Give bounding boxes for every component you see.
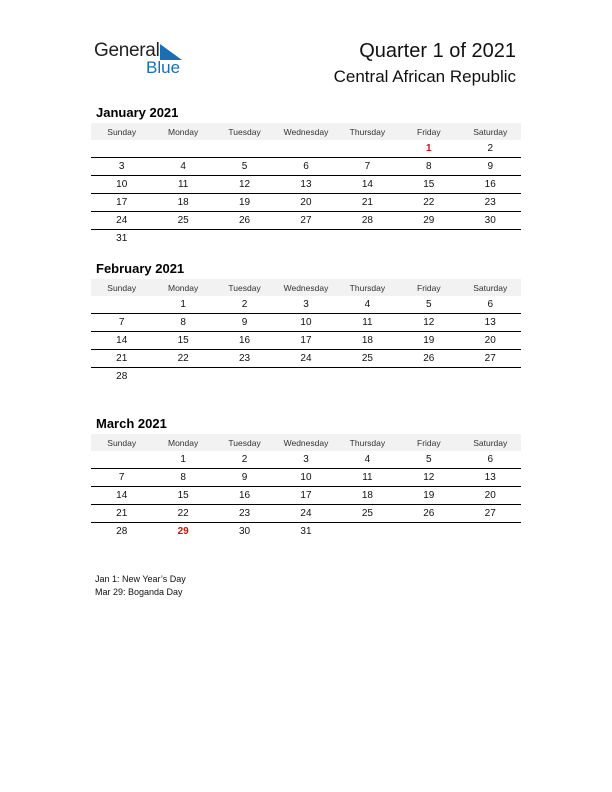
day-cell: 4 [364,299,371,310]
weekday-label: Friday [417,437,441,448]
holiday-notes [95,573,186,599]
week-row [91,350,521,368]
day-cell: 25 [177,215,189,226]
day-cell: 26 [423,508,435,519]
day-cell: 6 [487,454,494,465]
week-row [91,469,521,487]
day-cell: 10 [300,472,312,483]
day-cell: 6 [487,299,494,310]
day-cell: 2 [241,299,248,310]
day-cell: 6 [303,161,309,172]
day-cell: 11 [177,179,189,190]
day-cell: 22 [423,197,435,208]
week-row [91,176,521,194]
week-row [91,314,521,332]
day-cell: 26 [423,353,435,364]
day-cell: 8 [180,317,186,328]
day-cell: 17 [300,490,312,501]
day-cell: 9 [241,317,248,328]
day-cell: 23 [484,197,496,208]
logo-text-general: General [94,40,160,61]
day-cell: 9 [241,472,248,483]
day-cell: 1 [180,454,186,465]
weekday-label: Tuesday [228,437,261,448]
day-cell: 26 [238,215,251,226]
holiday-note: Jan 1: New Year’s Day [95,574,186,584]
day-cell: 16 [484,179,496,190]
day-cell: 8 [426,161,432,172]
day-cell: 25 [361,353,373,364]
weekday-label: Sunday [107,437,137,448]
day-cell: 12 [423,317,435,328]
day-cell: 31 [116,233,128,244]
holiday-note: Mar 29: Boganda Day [95,587,183,597]
day-cell: 21 [116,508,128,519]
day-cell: 28 [116,371,128,382]
weekday-label: Monday [168,126,199,137]
day-cell: 7 [118,317,125,328]
day-cell: 3 [303,454,309,465]
day-cell: 21 [116,353,128,364]
day-cell: 2 [241,454,248,465]
country-name: Central African Republic [333,67,516,86]
day-cell: 8 [180,472,186,483]
day-cell: 3 [118,161,125,172]
day-cell: 14 [116,490,128,501]
day-cell: 4 [364,454,371,465]
day-cell: 18 [361,490,373,501]
weekday-label: Sunday [107,282,137,293]
weekday-label: Saturday [473,126,508,137]
day-cell: 23 [238,508,251,519]
day-cell: 12 [238,179,251,190]
weekday-label: Thursday [349,282,386,293]
week-row [91,140,521,158]
page-title: Quarter 1 of 2021 [359,40,516,62]
week-row [91,368,521,385]
day-cell: 19 [238,197,251,208]
day-cell: 9 [487,161,494,172]
day-cell: 20 [484,490,496,501]
day-cell: 22 [177,508,189,519]
weekday-header-row [91,434,521,451]
day-cell: 27 [484,353,496,364]
day-cell: 20 [484,335,496,346]
day-cell: 24 [300,353,312,364]
weekday-label: Thursday [349,126,386,137]
month-title: February 2021 [96,261,185,276]
month-calendar-february [91,261,521,385]
day-cell: 28 [116,526,128,537]
day-cell: 31 [300,526,312,537]
day-cell: 14 [116,335,128,346]
day-cell: 23 [238,353,251,364]
day-cell: 10 [300,317,312,328]
day-cell: 17 [116,197,128,208]
weekday-label: Thursday [349,437,386,448]
week-row [91,451,521,469]
month-title: January 2021 [96,105,179,120]
day-cell: 13 [484,317,496,328]
day-cell: 7 [364,161,371,172]
day-cell: 30 [238,526,251,537]
holiday-day-cell: 29 [177,526,189,537]
weekday-label: Saturday [473,282,508,293]
day-cell: 24 [300,508,312,519]
week-row [91,230,521,247]
day-cell: 30 [484,215,496,226]
day-cell: 3 [303,299,309,310]
day-cell: 11 [362,317,373,328]
weekday-label: Tuesday [228,282,261,293]
weekday-label: Sunday [107,126,137,137]
week-row [91,296,521,314]
day-cell: 15 [423,179,435,190]
day-cell: 15 [177,335,189,346]
day-cell: 14 [361,179,373,190]
day-cell: 11 [362,472,373,483]
day-cell: 27 [300,215,312,226]
weekday-label: Tuesday [228,126,261,137]
day-cell: 25 [361,508,373,519]
day-cell: 24 [116,215,128,226]
brand-logo [94,40,194,80]
month-calendar-january [91,105,521,247]
weekday-header-row [91,123,521,140]
weekday-label: Wednesday [283,437,329,448]
holiday-day-cell: 1 [426,143,432,154]
month-calendar-march [91,416,521,540]
day-cell: 10 [116,179,128,190]
day-cell: 1 [180,299,186,310]
day-cell: 16 [238,335,251,346]
day-cell: 28 [361,215,373,226]
weekday-header-row [91,279,521,296]
day-cell: 27 [484,508,496,519]
day-cell: 12 [423,472,435,483]
day-cell: 20 [300,197,312,208]
day-cell: 16 [238,490,251,501]
week-row [91,332,521,350]
day-cell: 13 [484,472,496,483]
day-cell: 21 [361,197,373,208]
weekday-label: Saturday [473,437,508,448]
day-cell: 29 [423,215,435,226]
week-row [91,212,521,230]
day-cell: 7 [118,472,125,483]
day-cell: 2 [487,143,494,154]
logo-text-blue: Blue [146,58,181,77]
day-cell: 15 [177,490,189,501]
day-cell: 18 [177,197,189,208]
week-row [91,487,521,505]
weekday-label: Friday [417,282,441,293]
day-cell: 19 [423,335,435,346]
weekday-label: Wednesday [283,126,329,137]
day-cell: 22 [177,353,189,364]
weekday-label: Monday [168,282,199,293]
day-cell: 19 [423,490,435,501]
day-cell: 5 [426,299,432,310]
week-row [91,158,521,176]
day-cell: 4 [180,161,186,172]
day-cell: 13 [300,179,312,190]
weekday-label: Monday [168,437,199,448]
day-cell: 5 [241,161,248,172]
month-title: March 2021 [96,416,167,431]
weekday-label: Wednesday [283,282,329,293]
day-cell: 5 [426,454,432,465]
week-row [91,505,521,523]
day-cell: 18 [361,335,373,346]
weekday-label: Friday [417,126,441,137]
day-cell: 17 [300,335,312,346]
week-row [91,523,521,540]
week-row [91,194,521,212]
